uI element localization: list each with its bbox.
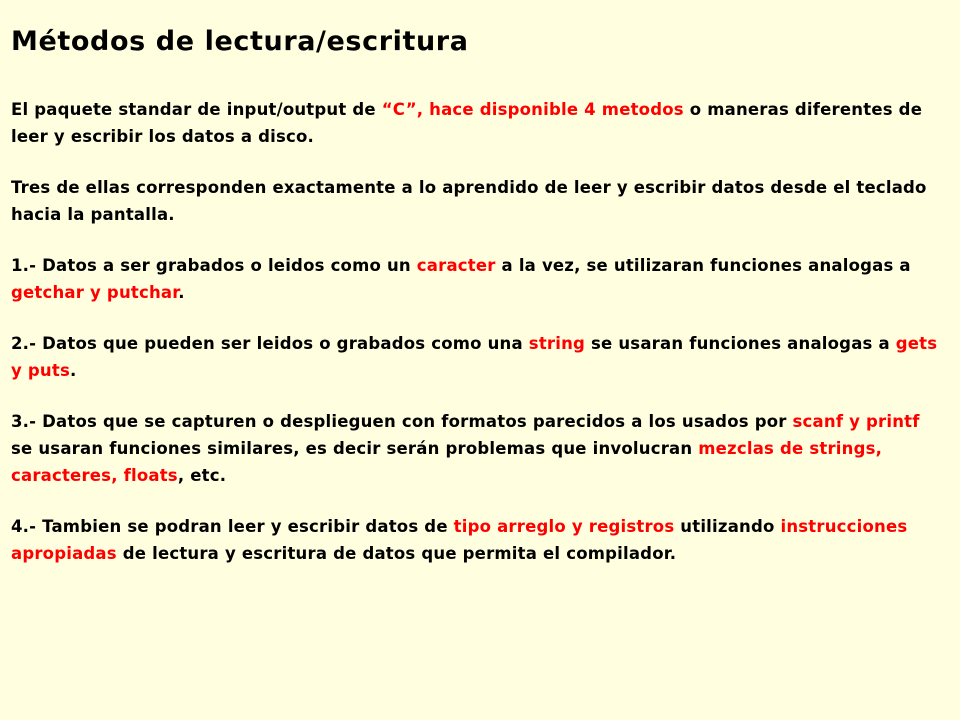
slide-body xyxy=(11,96,946,591)
paragraph-2 xyxy=(11,174,946,228)
body-text: El paquete standar de input/output de xyxy=(11,100,382,119)
highlighted-text: mezclas de strings, caracteres, floats xyxy=(11,439,883,485)
highlighted-text: string xyxy=(528,334,586,353)
highlighted-text: getchar y putchar xyxy=(11,283,179,302)
body-text: 2.- Datos que pueden ser leidos o grabados como una xyxy=(11,334,529,353)
body-text: . xyxy=(178,283,185,302)
paragraph-3 xyxy=(11,252,946,306)
body-text: 1.- Datos a ser grabados o leidos como un xyxy=(11,256,417,275)
slide-title: Métodos de lectura/escritura xyxy=(11,26,469,57)
highlighted-text: caracter xyxy=(416,256,496,275)
paragraph-4 xyxy=(11,330,946,384)
paragraph-5 xyxy=(11,408,946,489)
highlighted-text: gets y puts xyxy=(11,334,938,380)
body-text: 4.- Tambien se podran leer y escribir datos de xyxy=(11,517,454,536)
body-text: , etc. xyxy=(177,466,227,485)
paragraph-6 xyxy=(11,513,946,567)
highlighted-text: scanf y printf xyxy=(792,412,920,431)
body-text: . xyxy=(69,361,77,380)
highlighted-text: tipo arreglo y registros xyxy=(453,517,675,536)
body-text: de lectura y escritura de datos que permita el compilador. xyxy=(116,544,677,563)
body-text: se usaran funciones similares, es decir serán problemas que involucran xyxy=(11,439,699,458)
body-text: a la vez, se utilizaran funciones analogas a xyxy=(495,256,911,275)
body-text: o maneras diferentes de leer y escribir los datos a disco. xyxy=(11,100,923,146)
body-text: se usaran funciones analogas a xyxy=(585,334,896,353)
body-text: Tres de ellas corresponden exactamente a lo aprendido de leer y escribir datos desde el teclado hacia la pantalla. xyxy=(11,178,927,224)
highlighted-text: instrucciones apropiadas xyxy=(11,517,908,563)
highlighted-text: “C”, hace disponible 4 metodos xyxy=(381,100,684,119)
paragraph-1 xyxy=(11,96,946,150)
body-text: utilizando xyxy=(674,517,781,536)
body-text: 3.- Datos que se capturen o desplieguen con formatos parecidos a los usados por xyxy=(11,412,793,431)
